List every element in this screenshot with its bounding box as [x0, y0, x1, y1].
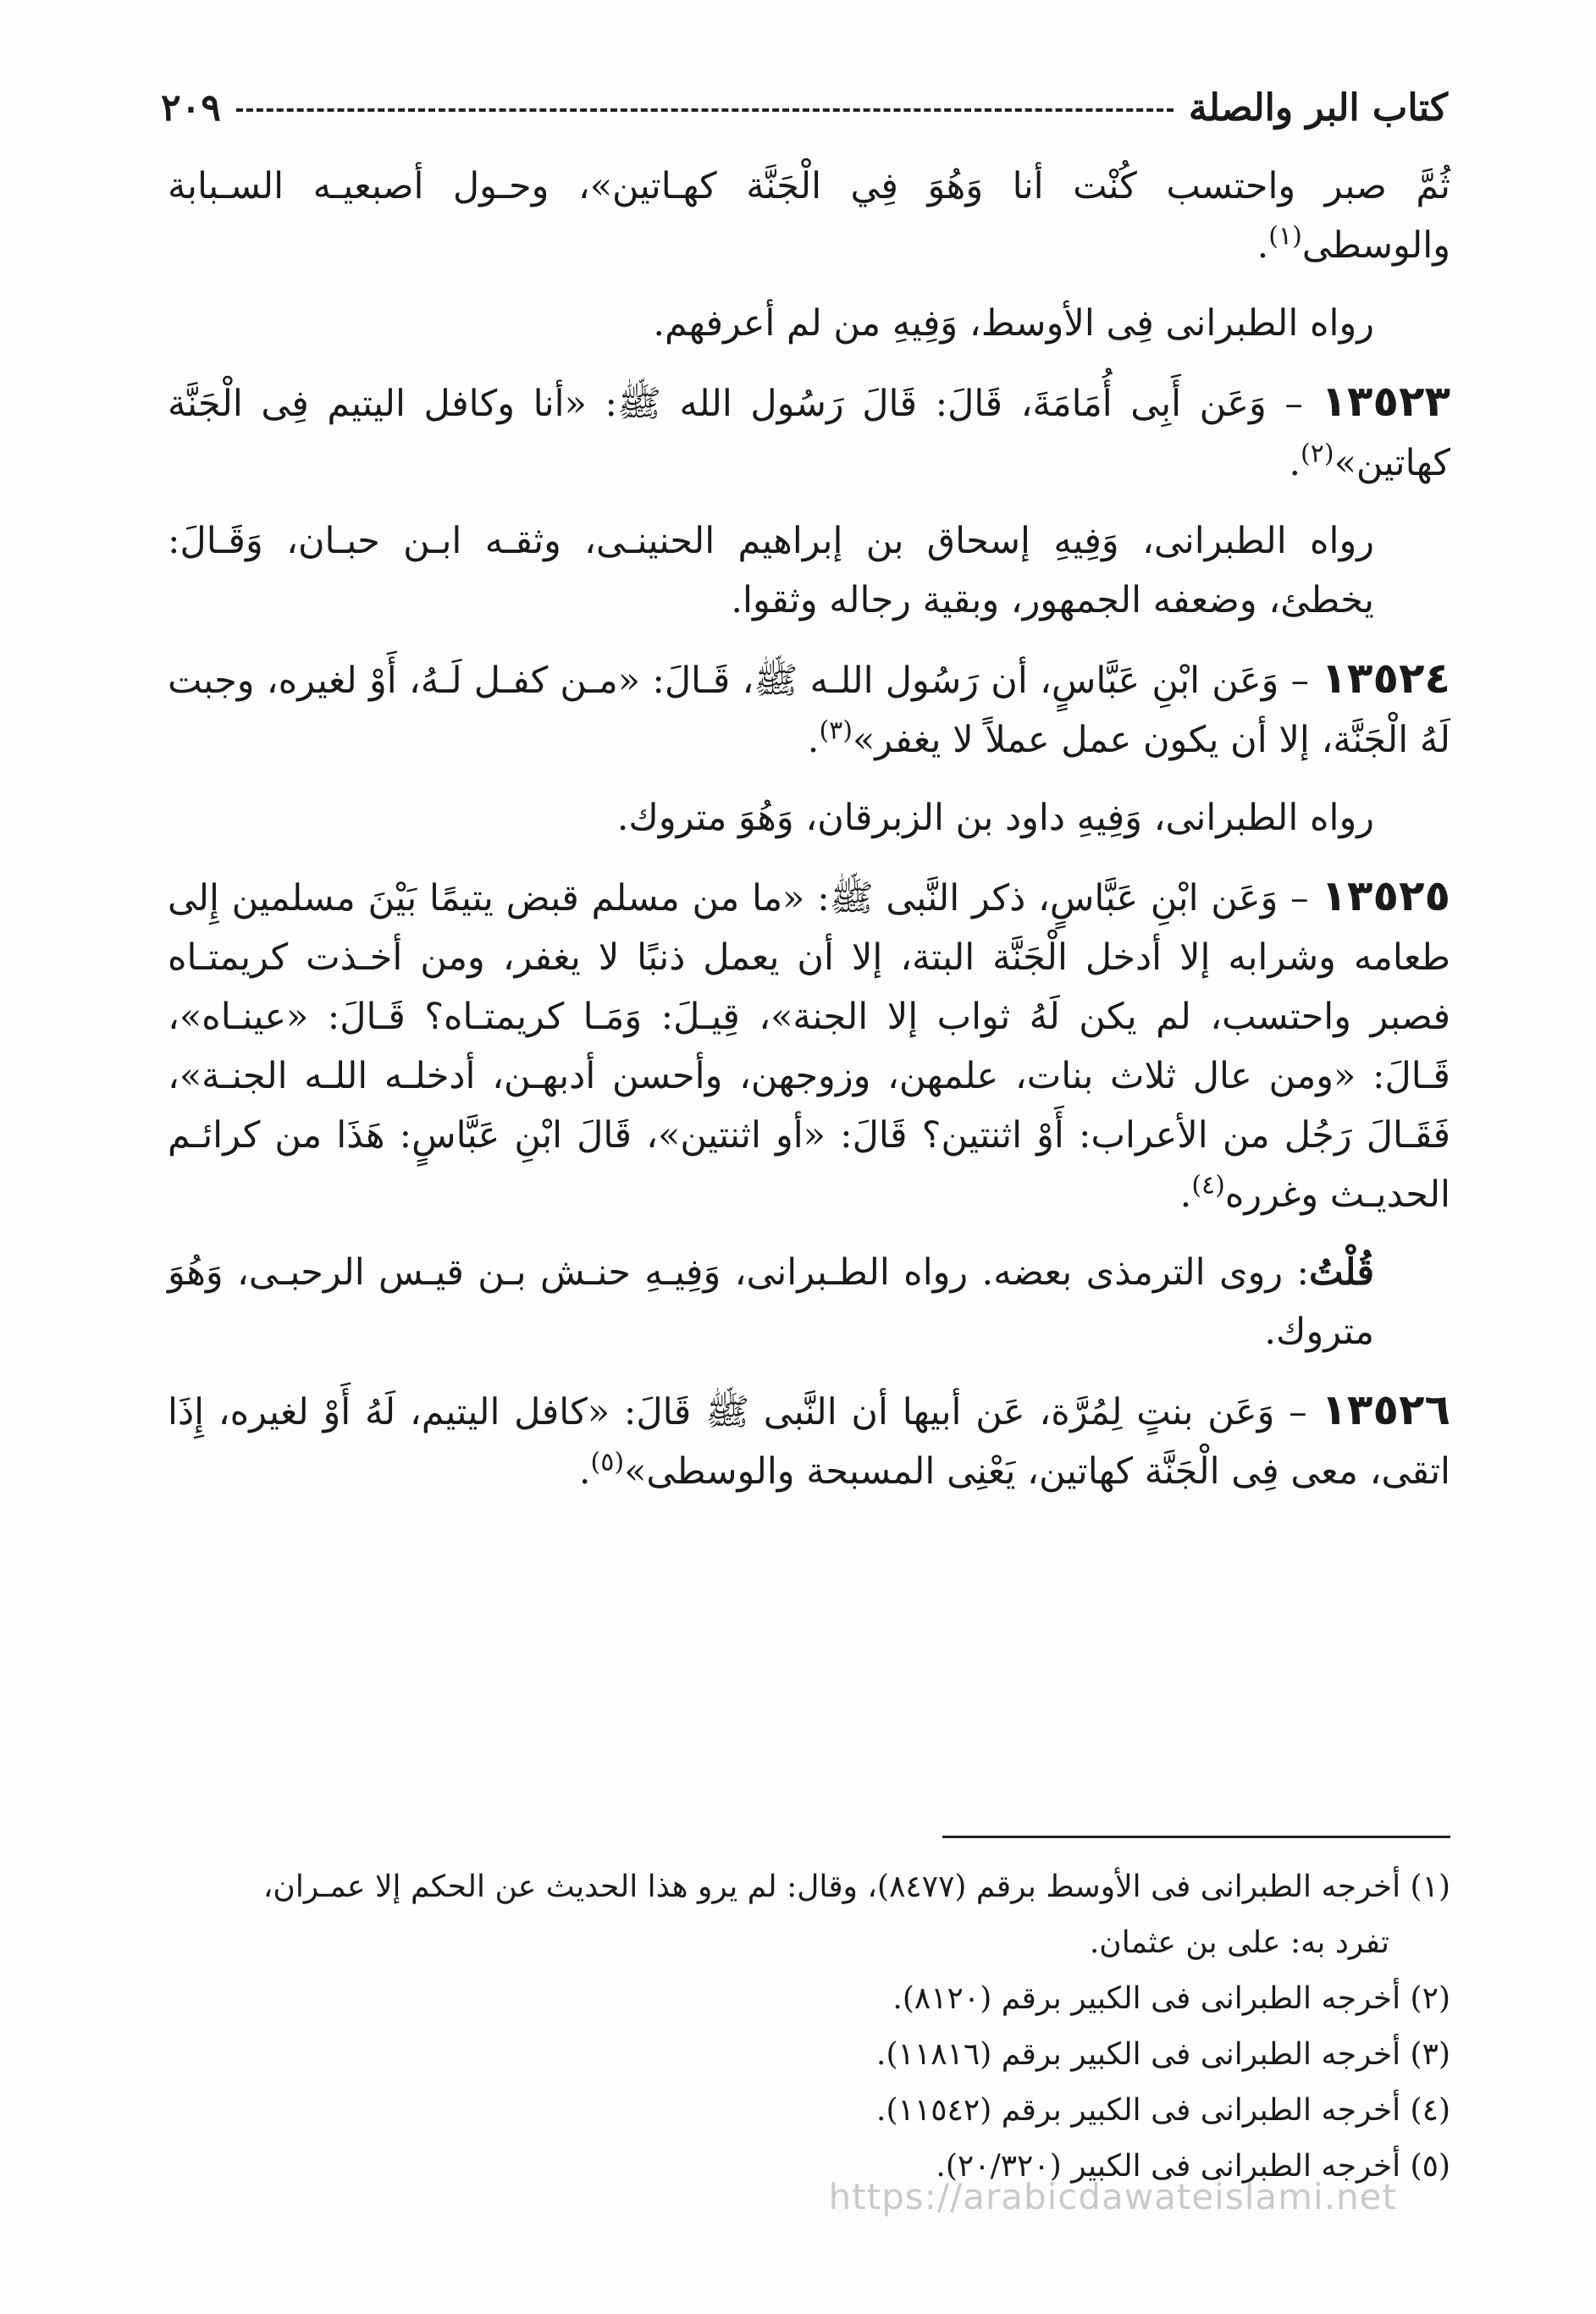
author-comment [168, 1243, 1450, 1361]
page-header [161, 78, 1448, 137]
paragraph-text: ثُمَّ صبر واحتسب كُنْت أنا وَهُوَ فِي الْجَنَّة كهـاتين»، وحـول أصبعيـه السـبابة والوسطى [168, 165, 1450, 267]
period: . [1289, 442, 1301, 484]
hadith-13523 [168, 372, 1450, 493]
footnote-2: (٢) أخرجه الطبرانى فى الكبير برقم (٨١٢٠). [892, 1981, 1450, 2016]
footnote-1: (١) أخرجه الطبرانى فى الأوسط برقم (٨٤٧٧)، وقال: لم يرو هذا الحديث عن الحكم إلا عمـران، [262, 1869, 1450, 1904]
hadith-13525 [168, 866, 1450, 1224]
comment-text: : روى الترمذى بعضه. رواه الطـبرانى، وَفِيـهِ حنـش بـن قيـس الرحبـى، وَهُوَ متروك. [168, 1251, 1374, 1353]
footnote-ref: (٢) [1301, 439, 1334, 469]
hadith-text: – وَعَن ابْنِ عَبَّاسٍ، ذكر النَّبى ﷺ: «ما من مسلم قبض يتيمًا بَيْنَ مسلمين إِلى طعامه وشرابه إلا أدخل الْجَنَّة البتة، إلا أن يعمل ذنبًا لا يغفر، ومن أخـذت كريمتـاه فصبر واحتسب، لم يكن لَهُ ثواب إلا الجنة»، قِيـلَ: وَمَـا كريمتـاه؟ قَـالَ: «عينـاه»، قَـالَ: «ومن عال ثلاث بنات، علمهن، وزوجهن، وأحسن أدبهـن، أدخلـه اللـه الجنـة»، فَقَـالَ رَجُل من الأعراب: أَوْ اثنتين؟ قَالَ: «أو اثنتين»، قَالَ ابْنِ عَبَّاسٍ: هَذَا من كرائـم الحديـث وغرره [168, 877, 1450, 1216]
narration-text: رواه الطبرانى، وَفِيهِ داود بن الزبرقان، وَهُوَ متروك. [616, 797, 1374, 839]
period: . [578, 1450, 591, 1493]
narration-note [168, 511, 1450, 630]
period: . [1179, 1174, 1192, 1216]
footnote-5: (٥) أخرجه الطبرانى فى الكبير (٢٠/٣٢٠). [936, 2149, 1450, 2184]
paragraph-continuation [168, 157, 1450, 275]
footnote-ref: (١) [1268, 221, 1302, 251]
hadith-text: – وَعَن ابْنِ عَبَّاسٍ، أن رَسُول اللـه ﷺ، قَـالَ: «مـن كفـل لَـهُ، أَوْ لغيره، وجبت لَهُ الْجَنَّة، إلا أن يكون عمل عملاً لا يغفر» [168, 660, 1450, 761]
footnote-1-continuation: تفرد به: على بن عثمان. [1089, 1925, 1389, 1960]
hadith-text: – وَعَن أَبِى أُمَامَةَ، قَالَ: قَالَ رَسُول الله ﷺ: «أنا وكافل اليتيم فِى الْجَنَّة كهاتين» [168, 383, 1450, 484]
footnote-ref: (٥) [590, 1447, 625, 1477]
hadith-text: – وَعَن بنتٍ لِمُرَّة، عَن أبيها أن النَّبى ﷺ قَالَ: «كافل اليتيم، لَهُ أَوْ لغيره، إِذَا اتقى، معى فِى الْجَنَّة كهاتين، يَعْنِى المسبحة والوسطى» [168, 1391, 1450, 1493]
narration-text: رواه الطبرانى، وَفِيهِ إسحاق بن إبراهيم الحنينـى، وثقـه ابـن حبـان، وَقَـالَ: يخطئ، وضعفه الجمهور، وبقية رجاله وثقوا. [168, 520, 1374, 621]
footnote-ref: (٤) [1191, 1170, 1225, 1201]
hadith-13524 [168, 649, 1450, 770]
hadith-13526 [168, 1380, 1450, 1501]
hadith-number: ١٣٥٢٦ [1321, 1385, 1450, 1434]
page-body [168, 157, 1450, 1520]
source-watermark: https://arabicdawateislami.net [828, 2176, 1397, 2217]
narration-text: رواه الطبرانى فِى الأوسط، وَفِيهِ من لم أعرفهم. [653, 302, 1374, 345]
header-dashed-rule [236, 108, 1174, 112]
footnote-ref: (٣) [819, 715, 853, 746]
qultu-label: قُلْتُ [1308, 1251, 1374, 1294]
narration-note [168, 294, 1450, 353]
period: . [1256, 224, 1269, 267]
hadith-number: ١٣٥٢٥ [1321, 871, 1450, 920]
footnote-3: (٣) أخرجه الطبرانى فى الكبير برقم (١١٨١٦). [876, 2037, 1450, 2072]
hadith-number: ١٣٥٢٣ [1321, 377, 1450, 426]
footnote-separator [942, 1836, 1450, 1838]
book-title: كتاب البر والصلة [1188, 86, 1448, 130]
page-number: ٢٠٩ [161, 86, 221, 130]
footnote-4: (٤) أخرجه الطبرانى فى الكبير برقم (١١٥٤٢). [876, 2093, 1450, 2128]
narration-note [168, 788, 1450, 848]
footnotes [168, 1861, 1450, 2196]
hadith-number: ١٣٥٢٤ [1321, 654, 1450, 703]
period: . [807, 719, 820, 761]
